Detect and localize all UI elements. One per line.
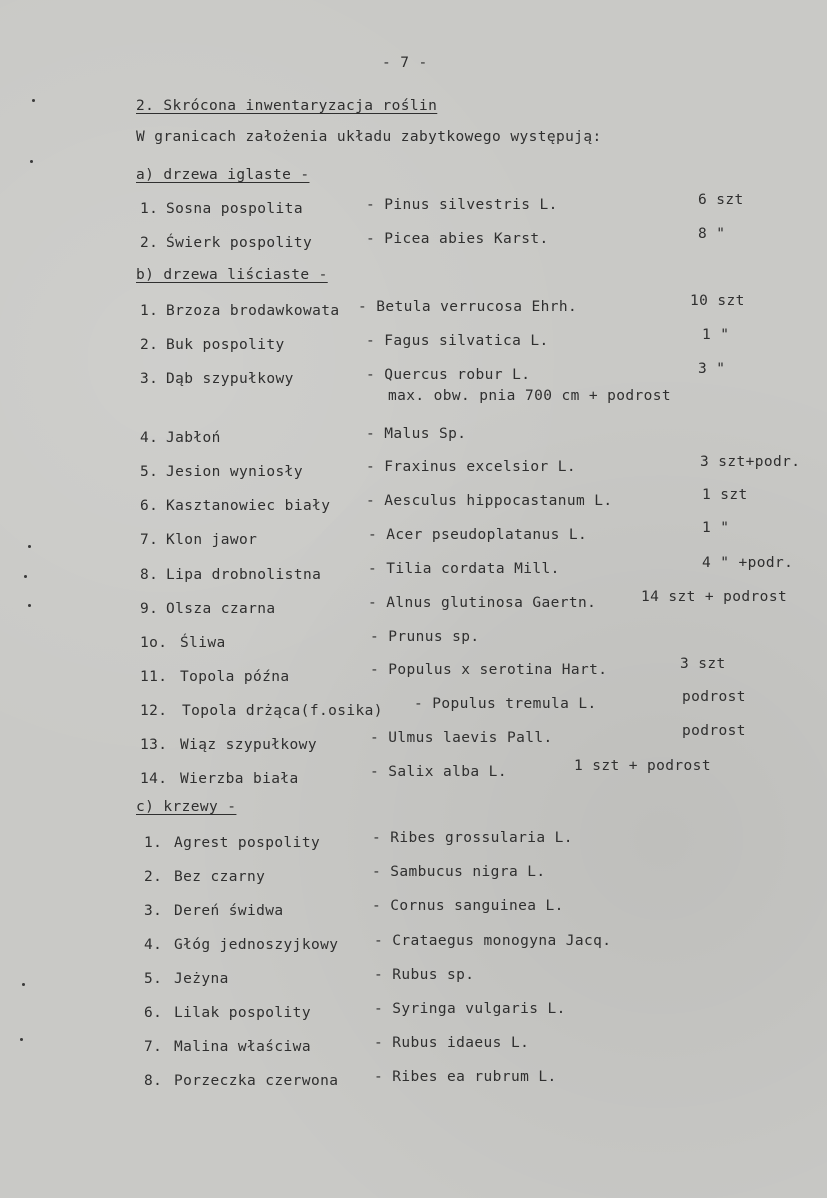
row-num: 1.: [140, 201, 159, 217]
row-latin: - Acer pseudoplatanus L.: [368, 527, 588, 543]
row-name: Głóg jednoszyjkowy: [174, 937, 339, 953]
row-latin: - Ulmus laevis Pall.: [370, 730, 553, 746]
row-latin: - Aesculus hippocastanum L.: [366, 493, 613, 509]
row-qty: 1 ": [702, 327, 730, 343]
row-qty: 6 szt: [698, 192, 744, 208]
row-num: 2.: [144, 869, 163, 885]
group-heading-conifers: a) drzewa iglaste -: [136, 167, 310, 183]
row-latin: - Prunus sp.: [370, 629, 480, 645]
row-qty: 3 szt: [680, 656, 726, 672]
row-num: 1.: [144, 835, 163, 851]
row-latin: - Malus Sp.: [366, 426, 467, 442]
row-name: Kasztanowiec biały: [166, 498, 331, 514]
row-name: Śliwa: [180, 635, 226, 651]
row-name: Brzoza brodawkowata: [166, 303, 340, 319]
row-name: Topola późna: [180, 669, 290, 685]
row-latin: - Cornus sanguinea L.: [372, 898, 564, 914]
row-latin: - Ribes grossularia L.: [372, 830, 573, 846]
row-name: Porzeczka czerwona: [174, 1073, 339, 1089]
row-qty: 4 " +podr.: [702, 555, 794, 571]
row-num: 1.: [140, 303, 159, 319]
row-name: Jesion wyniosły: [166, 464, 303, 480]
row-name: Dąb szypułkowy: [166, 371, 294, 387]
row-latin: - Alnus glutinosa Gaertn.: [368, 595, 597, 611]
row-latin: - Populus tremula L.: [414, 696, 597, 712]
row-qty: podrost: [682, 723, 746, 739]
row-name: Agrest pospolity: [174, 835, 321, 851]
speck-mark: [32, 99, 35, 102]
row-name: Jabłoń: [166, 430, 221, 446]
row-qty: 8 ": [698, 226, 726, 242]
row-latin: - Rubus idaeus L.: [374, 1035, 530, 1051]
row-latin: - Betula verrucosa Ehrh.: [358, 299, 578, 315]
row-latin: - Syringa vulgaris L.: [374, 1001, 566, 1017]
row-name: Sosna pospolita: [166, 201, 303, 217]
row-name: Lipa drobnolistna: [166, 567, 322, 583]
row-latin: - Fraxinus excelsior L.: [366, 459, 576, 475]
row-qty: 3 szt+podr.: [700, 454, 801, 470]
row-qty: 3 ": [698, 361, 726, 377]
row-qty: 14 szt + podrost: [641, 589, 788, 605]
row-name: Topola drżąca(f.osika): [182, 703, 383, 719]
row-num: 12.: [140, 703, 168, 719]
row-num: 5.: [144, 971, 163, 987]
row-num: 1o.: [140, 635, 168, 651]
row-name: Jeżyna: [174, 971, 229, 987]
section-title: 2. Skrócona inwentaryzacja roślin: [136, 98, 438, 114]
row-num: 14.: [140, 771, 168, 787]
row-num: 9.: [140, 601, 159, 617]
row-num: 5.: [140, 464, 159, 480]
row-qty: 10 szt: [690, 293, 745, 309]
row-note: max. obw. pnia 700 cm + podrost: [388, 388, 672, 404]
row-latin: - Crataegus monogyna Jacq.: [374, 933, 612, 949]
row-num: 8.: [140, 567, 159, 583]
page-number: - 7 -: [382, 55, 428, 71]
row-latin: - Sambucus nigra L.: [372, 864, 546, 880]
group-heading-deciduous: b) drzewa liściaste -: [136, 267, 328, 283]
row-latin: - Pinus silvestris L.: [366, 197, 558, 213]
row-num: 3.: [140, 371, 159, 387]
row-name: Malina właściwa: [174, 1039, 311, 1055]
row-latin: - Quercus robur L.: [366, 367, 531, 383]
row-latin: - Ribes ea rubrum L.: [374, 1069, 557, 1085]
row-num: 2.: [140, 235, 159, 251]
row-num: 6.: [140, 498, 159, 514]
row-name: Wierzba biała: [180, 771, 299, 787]
row-name: Świerk pospolity: [166, 235, 313, 251]
row-name: Buk pospolity: [166, 337, 285, 353]
row-num: 6.: [144, 1005, 163, 1021]
row-qty: 1 szt + podrost: [574, 758, 711, 774]
row-num: 7.: [140, 532, 159, 548]
row-num: 3.: [144, 903, 163, 919]
speck-mark: [28, 545, 31, 548]
row-num: 13.: [140, 737, 168, 753]
row-name: Wiąz szypułkowy: [180, 737, 317, 753]
group-heading-shrubs: c) krzewy -: [136, 799, 237, 815]
row-name: Lilak pospolity: [174, 1005, 311, 1021]
row-name: Dereń świdwa: [174, 903, 284, 919]
row-num: 11.: [140, 669, 168, 685]
row-latin: - Salix alba L.: [370, 764, 507, 780]
row-qty: 1 ": [702, 520, 730, 536]
row-num: 2.: [140, 337, 159, 353]
speck-mark: [30, 160, 33, 163]
speck-mark: [20, 1038, 23, 1041]
row-qty: 1 szt: [702, 487, 748, 503]
speck-mark: [22, 983, 25, 986]
row-latin: - Tilia cordata Mill.: [368, 561, 560, 577]
row-name: Bez czarny: [174, 869, 266, 885]
row-name: Olsza czarna: [166, 601, 276, 617]
row-latin: - Fagus silvatica L.: [366, 333, 549, 349]
row-latin: - Rubus sp.: [374, 967, 475, 983]
row-num: 8.: [144, 1073, 163, 1089]
row-num: 7.: [144, 1039, 163, 1055]
intro-text: W granicach założenia układu zabytkowego występują:: [136, 129, 602, 145]
row-latin: - Picea abies Karst.: [366, 231, 549, 247]
speck-mark: [24, 575, 27, 578]
row-num: 4.: [140, 430, 159, 446]
row-latin: - Populus x serotina Hart.: [370, 662, 608, 678]
row-num: 4.: [144, 937, 163, 953]
row-name: Klon jawor: [166, 532, 258, 548]
row-qty: podrost: [682, 689, 746, 705]
speck-mark: [28, 604, 31, 607]
